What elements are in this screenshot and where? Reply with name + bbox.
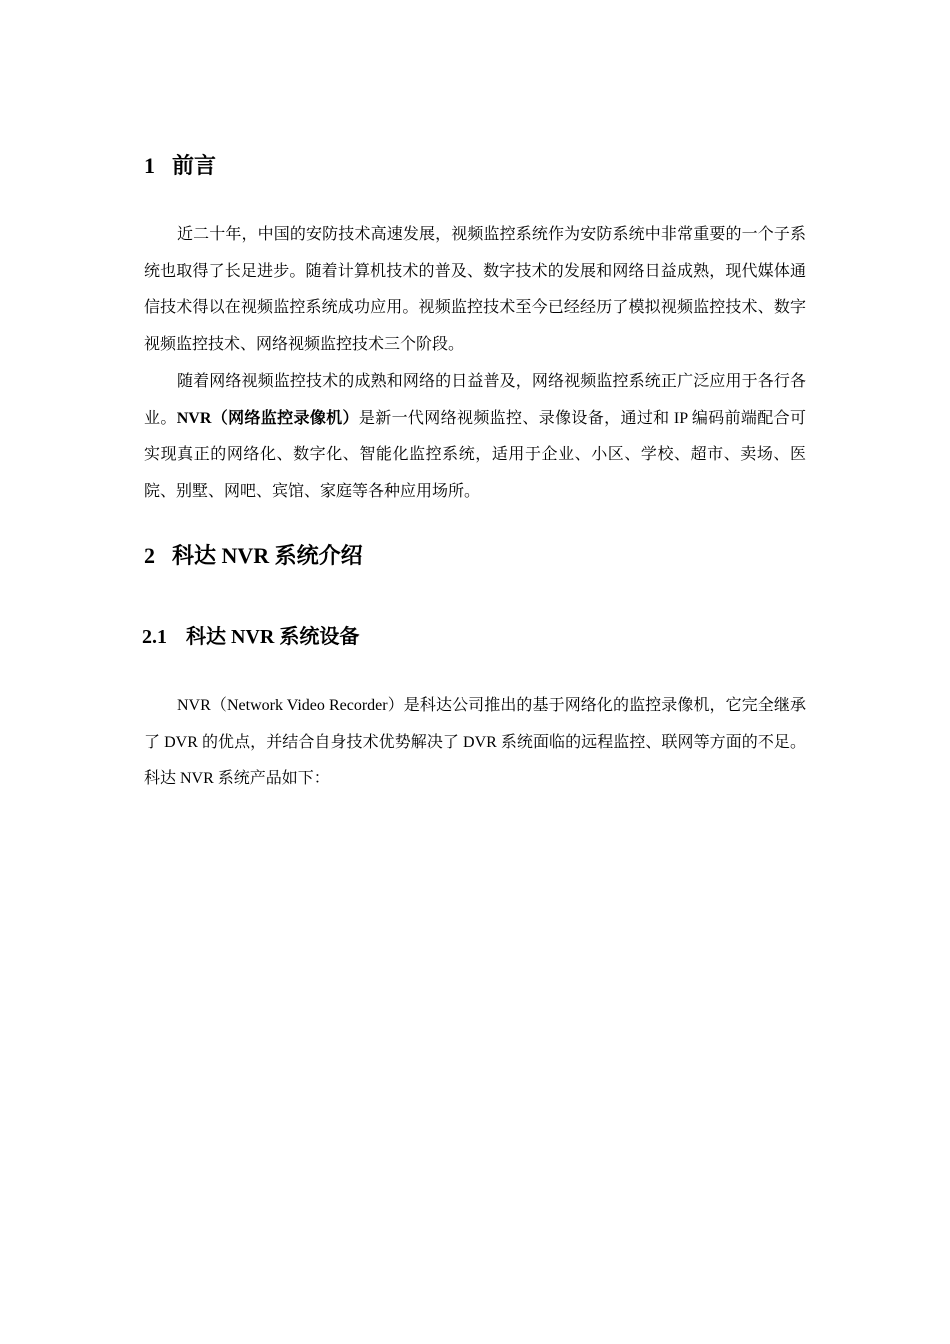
section-number: 1 — [144, 153, 155, 178]
paragraph-text: 是新一代网络视频监控、录像设备，通过和 IP 编码前端配合可实现真正的网络化、数字化、智能化监控系统，适用于企业、小区、学校、超市、卖场、医院、别墅、网吧、宾馆、家庭等各种应用场所。 — [144, 409, 806, 501]
paragraph-intro-1: 近二十年，中国的安防技术高速发展，视频监控系统作为安防系统中非常重要的一个子系统也取得了长足进步。随着计算机技术的普及、数字技术的发展和网络日益成熟，现代媒体通信技术得以在视频监控系统成功应用。视频监控技术至今已经经历了模拟视频监控技术、数字视频监控技术、网络视频监控技术三个阶段。 — [144, 226, 806, 354]
section-number: 2 — [144, 543, 155, 568]
paragraph-text: 随着网络视频监控技术的成熟和网络的日益普及，网络视频监控系统正广泛应用于各行各业。 — [144, 373, 806, 427]
section-title: 前言 — [172, 153, 217, 178]
section-number: 2.1 — [142, 626, 167, 648]
paragraph-intro-2 — [144, 364, 806, 511]
subsection-heading-2-1 — [142, 623, 359, 651]
section-title: 科达 NVR 系统设备 — [186, 626, 360, 648]
paragraph-bold-term: NVR（网络监控录像机） — [176, 409, 359, 427]
section-title: 科达 NVR 系统介绍 — [172, 543, 363, 568]
paragraph-nvr-description: NVR（Network Video Recorder）是科达公司推出的基于网络化的监控录像机，它完全继承了 DVR 的优点，并结合自身技术优势解决了 DVR 系统面临的远程监控、联网等方面的不足。科达 NVR 系统产品如下： — [144, 697, 806, 788]
section-heading-2 — [144, 541, 363, 571]
section-heading-1 — [144, 151, 216, 181]
